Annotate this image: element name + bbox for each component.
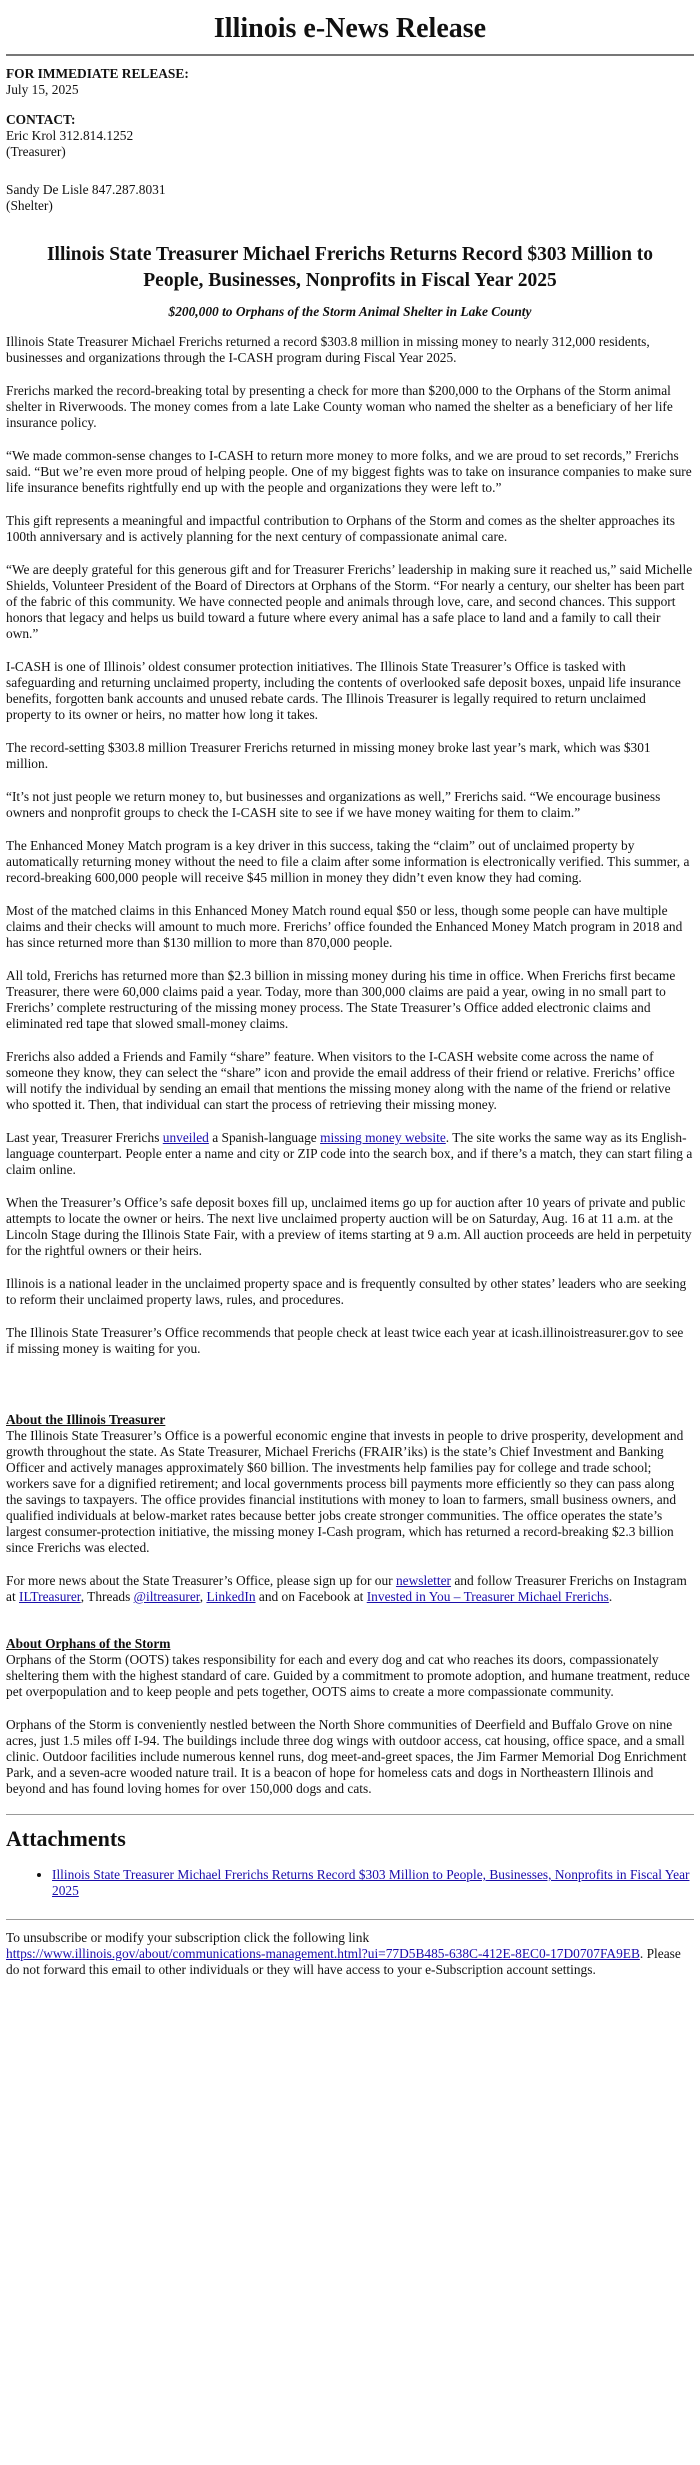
contact-person-2-org: (Shelter) (6, 198, 53, 213)
about-shelter-text-1: Orphans of the Storm (OOTS) takes responsibility for each and every dog and cat who reaches its doors, compassionately sheltering them with the highest standard of care. Guided by a commitment to promote adoption, and humane treatment, reduce pet overpopulation and to keep people and pets together, OOTS aims to create a more compassionate community. (6, 1652, 690, 1699)
threads-link[interactable]: @iltreasurer (133, 1589, 200, 1604)
contact-person-2: Sandy De Lisle 847.287.8031 (6, 182, 166, 197)
unveiled-link[interactable]: unveiled (162, 1130, 209, 1145)
body-paragraph-1: Illinois State Treasurer Michael Frerichs returned a record $303.8 million in missing money to nearly 312,000 residents, businesses and organizations through the I-CASH program during Fiscal Year 2025. (6, 334, 650, 365)
body-paragraph-14: When the Treasurer’s Office’s safe deposit boxes fill up, unclaimed items go up for auction after 10 years of private and public attempts to locate the owner or heirs. The next live unclaimed property auction will be on Saturday, Aug. 16 at 11 a.m. at the Lincoln Stage during the Illinois State Fair, with a preview of items starting at 9 a.m. All auction proceeds are held in perpetuity for the rightful owners or their heirs. (6, 1195, 692, 1258)
contact-person-1-org: (Treasurer) (6, 144, 66, 159)
footer-divider (6, 1919, 694, 1920)
linkedin-link[interactable]: LinkedIn (206, 1589, 256, 1604)
body-paragraph-10: Most of the matched claims in this Enhanced Money Match round equal $50 or less, though some people can have multiple claims and their checks will amount to much more. Frerichs’ office founded the Enhanced Money Match program in 2018 and has since returned more than $130 million to more than 870,000 people. (6, 903, 683, 950)
unsubscribe-link[interactable]: https://www.illinois.gov/about/communications-management.html?ui=77D5B485-638C-412E-8EC0-17D0707FA9EB (6, 1946, 640, 1961)
about-shelter-text-2: Orphans of the Storm is conveniently nestled between the North Shore communities of Deerfield and Buffalo Grove on nine acres, just 1.5 miles off I-94. The buildings include three dog wings with outdoor access, cat housing, office space, and a small clinic. Outdoor facilities include numerous kennel runs, dog meet-and-greet spaces, the Jim Farmer Memorial Dog Enrichment Park, and a seven-acre wooded nature trail. It is a beacon of hope for homeless cats and dogs in Northeastern Illinois and beyond and has found loving homes for over 150,000 dogs and cats. (6, 1717, 687, 1796)
attachments-divider (6, 1814, 694, 1815)
body-paragraph-4: This gift represents a meaningful and impactful contribution to Orphans of the Storm and comes as the shelter approaches its 100th anniversary and is actively planning for the next century of compassionate animal care. (6, 513, 675, 544)
body-paragraph-6: I-CASH is one of Illinois’ oldest consumer protection initiatives. The Illinois State Treasurer’s Office is tasked with safeguarding and returning unclaimed property, including the contents of overlooked safe deposit boxes, unpaid life insurance benefits, forgotten bank accounts and unused rebate cards. The Illinois Treasurer is legally required to return unclaimed property to its owner or heirs, no matter how long it takes. (6, 659, 681, 722)
body-paragraph-2: Frerichs marked the record-breaking total by presenting a check for more than $200,000 to the Orphans of the Storm animal shelter in Riverwoods. The money comes from a late Lake County woman who named the shelter as a beneficiary of her life insurance policy. (6, 383, 673, 430)
spanish-website-link[interactable]: missing money website (320, 1130, 446, 1145)
attachment-link[interactable]: Illinois State Treasurer Michael Frerichs Returns Record $303 Million to People, Businesses, Nonprofits in Fiscal Year 2025 (52, 1867, 690, 1898)
contact-block (6, 66, 694, 214)
unsubscribe-text: To unsubscribe or modify your subscription click the following link https://www.illinois.gov/about/communications-management.html?ui=77D5B485-638C-412E-8EC0-17D0707FA9EB. Please do not forward this email to other individuals or they will have access to your e-Subscription account settings. (6, 1930, 681, 1977)
masthead-title: Illinois e-News Release (213, 13, 487, 44)
body-paragraph-3: “We made common-sense changes to I-CASH to return more money to more folks, and we are proud to set records,” Frerichs said. “But we’re even more proud of helping people. One of my biggest fights was to take on insurance companies to make sure life insurance benefits rightfully end up with the people and organizations they were left to.” (6, 448, 692, 495)
attachments-heading: Attachments (6, 1826, 126, 1851)
body-paragraph-8: “It’s not just people we return money to, but businesses and organizations as well,” Frerichs said. “We encourage business owners and nonprofit groups to check the I-CASH site to see if we have money waiting for them to claim.” (6, 789, 661, 820)
masthead-divider (6, 54, 694, 56)
body-paragraph-11: All told, Frerichs has returned more than $2.3 billion in missing money during his time in office. When Frerichs first became Treasurer, there were 60,000 claims paid a year. Today, more than 300,000 claims are paid a year, owing in no small part to Frerichs’ complete restructuring of the missing money process. The State Treasurer’s Office added electronic claims and eliminated red tape that slowed small-money claims. (6, 968, 676, 1031)
footer (6, 1930, 694, 1978)
about-shelter-section (6, 1636, 694, 1797)
contact-label: CONTACT: (6, 112, 76, 127)
release-date: July 15, 2025 (6, 82, 79, 97)
subheadline: $200,000 to Orphans of the Storm Animal Shelter in Lake County (168, 304, 532, 319)
about-treasurer-section (6, 1412, 694, 1605)
about-treasurer-text: The Illinois State Treasurer’s Office is a powerful economic engine that invests in people to drive prosperity, development and growth throughout the state. As State Treasurer, Michael Frerichs (FRAIR’iks) is the state’s Chief Investment and Banking Officer and actively manages approximately $60 billion. The investments help families pay for college and trade school; workers save for a dignified retirement; and local governments process bill payments more efficiently so they can pass along the savings to taxpayers. The office provides financial institutions with money to loan to farmers, small business owners, and qualified individuals at below-market rates because better jobs create stronger communities. The office operates the state’s largest consumer-protection initiative, the missing money I-Cash program, which has returned a record-breaking $2.3 billion since Frerichs was elected. (6, 1428, 684, 1555)
follow-paragraph: For more news about the State Treasurer’s Office, please sign up for our newsletter and follow Treasurer Frerichs on Instagram at ILTreasurer, Threads @iltreasurer, LinkedIn and on Facebook at Invested in You – Treasurer Michael Frerichs. (6, 1573, 687, 1604)
contact-person-1: Eric Krol 312.814.1252 (6, 128, 134, 143)
body-paragraph-5: “We are deeply grateful for this generous gift and for Treasurer Frerichs’ leadership in making sure it reached us,” said Michelle Shields, Volunteer President of the Board of Directors at Orphans of the Storm. “For nearly a century, our shelter has been part of the fabric of this community. We have connected people and animals through love, care, and second chances. This support honors that legacy and helps us build toward a future where every animal has a safe place to land and a family to call their own.” (6, 562, 693, 641)
body-paragraph-15: Illinois is a national leader in the unclaimed property space and is frequently consulted by other states’ leaders who are seeking to reform their unclaimed property laws, rules, and procedures. (6, 1276, 687, 1307)
body-paragraph-7: The record-setting $303.8 million Treasurer Frerichs returned in missing money broke last year’s mark, which was $301 million. (6, 740, 651, 771)
body-paragraph-9: The Enhanced Money Match program is a key driver in this success, taking the “claim” out of unclaimed property by automatically returning money without the need to file a claim after some information is electronically verified. This summer, a record-breaking 600,000 people will receive $45 million in money they didn’t even know they had coming. (6, 838, 690, 885)
instagram-link[interactable]: ILTreasurer (19, 1589, 81, 1604)
newsletter-link[interactable]: newsletter (395, 1573, 452, 1588)
attachments-list (6, 1867, 694, 1899)
facebook-link[interactable]: Invested in You – Treasurer Michael Frerichs (366, 1589, 609, 1604)
about-shelter-title: About Orphans of the Storm (6, 1636, 171, 1651)
body-paragraph-13: Last year, Treasurer Frerichs unveiled a Spanish-language missing money website. The site works the same way as its English-language counterpart. People enter a name and city or ZIP code into the search box, and if there’s a match, they can start filing a claim online. (6, 1130, 693, 1177)
about-treasurer-title: About the Illinois Treasurer (6, 1412, 166, 1427)
body-paragraph-16: The Illinois State Treasurer’s Office recommends that people check at least twice each year at icash.illinoistreasurer.gov to see if missing money is waiting for you. (6, 1325, 684, 1356)
attachment-item (52, 1867, 694, 1899)
release-label: FOR IMMEDIATE RELEASE: (6, 66, 189, 81)
body-paragraph-12: Frerichs also added a Friends and Family “share” feature. When visitors to the I-CASH website come across the name of someone they know, they can select the “share” icon and provide the email address of their friend or relative. Frerichs’ office will notify the individual by sending an email that mentions the missing money along with the name of the friend or relative who spotted it. Then, that individual can start the process of retrieving their missing money. (6, 1049, 675, 1112)
headline: Illinois State Treasurer Michael Frerichs Returns Record $303 Million to People, Businesses, Nonprofits in Fiscal Year 2025 (46, 244, 654, 291)
